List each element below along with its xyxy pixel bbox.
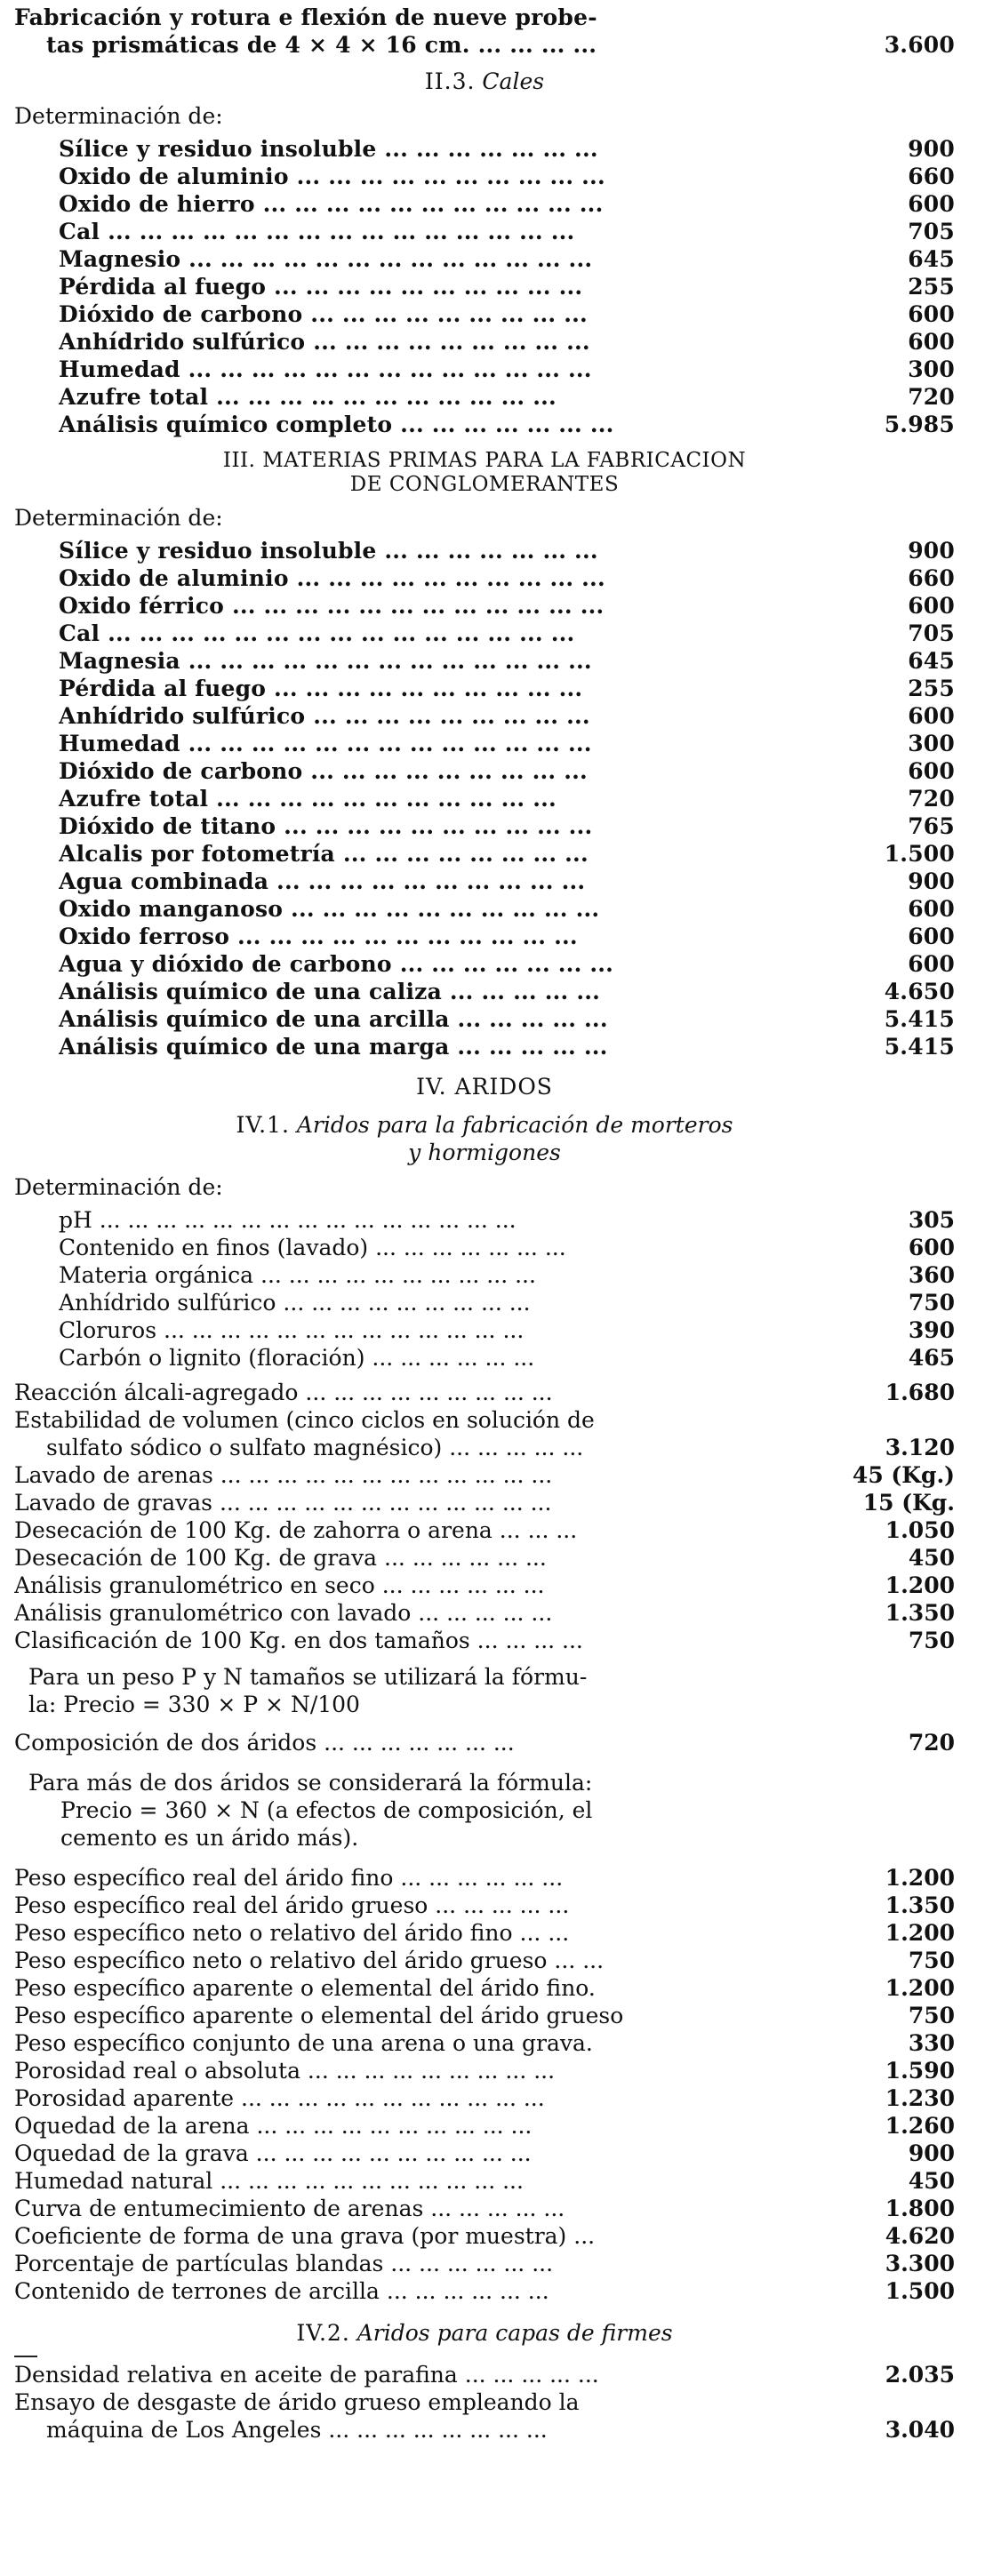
row-value: 5.985 [884,412,955,437]
table-row [59,1316,955,1344]
row-value: 45 (Kg.) [852,1462,955,1488]
row-value: 720 [908,786,955,812]
row-value: 1.230 [885,2085,955,2111]
row-value: 255 [908,676,955,701]
row-label: Oxido ferroso ... ... ... ... ... ... ... ... ... ... ... [59,924,578,949]
row-label: Agua combinada ... ... ... ... ... ... ... ... ... ... [59,868,586,894]
row-value: 5.415 [884,1006,955,1032]
paragraph-line: cemento es un árido más). [60,1825,359,1851]
determinacion-label: Determinación de: [14,1174,223,1200]
row-label: Cal ... ... ... ... ... ... ... ... ... ... ... ... ... ... ... [59,219,575,244]
table-row [14,2002,955,2029]
section-number: II.3. [424,68,476,94]
row-value: 330 [908,2030,955,2056]
paragraph-line: Para un peso P y N tamaños se utilizará la fórmu- [28,1664,588,1690]
row-label: Dióxido de carbono ... ... ... ... ... ... ... ... ... [59,758,588,784]
row-label: Materia orgánica ... ... ... ... ... ... ... ... ... ... [59,1262,536,1288]
table-row [59,1289,955,1316]
table-row [59,300,955,328]
row-value: 750 [908,1628,955,1653]
table-row [59,1005,955,1033]
row-label: Contenido de terrones de arcilla ... ... ... ... ... ... [14,2278,549,2304]
subsection-title-line2: y hormigones [408,1140,561,1165]
row-value: 750 [908,2003,955,2028]
row-value: 900 [908,136,955,162]
row-label: Desecación de 100 Kg. de zahorra o arena ... ... ... [14,1517,578,1543]
table-row [14,1461,955,1489]
table-row [14,1892,955,1919]
row-value: 1.800 [885,2196,955,2221]
row-value: 1.350 [885,1600,955,1626]
determinacion-label: Determinación de: [14,505,223,531]
table-row [59,383,955,411]
row-label: Contenido en finos (lavado) ... ... ... ... ... ... ... [59,1235,566,1260]
table-row [59,163,955,190]
table-row [14,1544,955,1572]
row-value: 600 [908,758,955,784]
desgaste-value: 3.040 [885,2417,955,2443]
row-label: Desecación de 100 Kg. de grava ... ... ... ... ... ... [14,1545,547,1571]
row-value: 4.620 [885,2223,955,2249]
row-value: 1.680 [885,1380,955,1405]
row-value: 4.650 [884,979,955,1004]
section-title: Cales [482,68,545,94]
row-label: Anhídrido sulfúrico ... ... ... ... ... ... ... ... ... [59,1290,531,1316]
row-value: 600 [908,951,955,977]
row-label: Cal ... ... ... ... ... ... ... ... ... ... ... ... ... ... ... [59,620,575,646]
row-value: 600 [908,896,955,922]
row-label: Dióxido de titano ... ... ... ... ... ... ... ... ... ... [59,813,593,839]
table-row [14,2029,955,2057]
desgaste-label-line1: Ensayo de desgaste de árido grueso empleando la [14,2389,580,2415]
table-row [59,785,955,812]
materias-list [14,537,955,1060]
row-label: Oxido manganoso ... ... ... ... ... ... ... ... ... ... [59,896,600,922]
row-label: Peso específico conjunto de una arena o una grava. [14,2030,593,2056]
section-heading-line2: DE CONGLOMERANTES [349,473,620,496]
row-label: Oxido de hierro ... ... ... ... ... ... ... ... ... ... ... [59,191,604,217]
row-label: Sílice y residuo insoluble ... ... ... ... ... ... ... [59,136,598,162]
table-row [14,2277,955,2305]
table-row [59,592,955,620]
table-row [59,647,955,675]
table-row [59,702,955,730]
table-row [14,2084,955,2112]
row-value: 660 [908,565,955,591]
table-row [59,537,955,564]
row-label: Azufre total ... ... ... ... ... ... ... ... ... ... ... [59,384,557,410]
row-label: Peso específico real del árido fino ... ... ... ... ... ... [14,1865,564,1891]
row-value: 1.350 [885,1892,955,1918]
row-label: Análisis químico de una arcilla ... ... ... ... ... [59,1006,608,1032]
row-label: Análisis granulométrico en seco ... ... ... ... ... ... [14,1572,545,1598]
table-row [59,1344,955,1372]
row-label: Pérdida al fuego ... ... ... ... ... ... ... ... ... ... [59,274,583,300]
row-label: Análisis químico completo ... ... ... ... ... ... ... [59,412,614,437]
subsection-number: IV.1. [236,1112,290,1138]
row-label: Curva de entumecimiento de arenas ... ... ... ... ... [14,2196,565,2221]
paragraph-line: Precio = 360 × N (a efectos de composición, el [60,1797,593,1823]
row-value: 255 [908,274,955,300]
table-row [14,1974,955,2002]
row-value: 600 [908,301,955,327]
row-label: Composición de dos áridos ... ... ... ... ... ... ... [14,1730,515,1756]
aridos-indented-list [14,1206,955,1372]
row-value: 600 [908,924,955,949]
row-label: Oxido de aluminio ... ... ... ... ... ... ... ... ... ... [59,565,605,591]
table-row [14,2250,955,2277]
row-value: 600 [908,1235,955,1260]
determinacion-label: Determinación de: [14,103,223,129]
table-row [59,1033,955,1060]
estabilidad-label-line1: Estabilidad de volumen (cinco ciclos en solución de [14,1407,595,1433]
table-row [14,2057,955,2084]
section-aridos-heading [14,1073,955,1100]
table-row [59,950,955,978]
row-value: 1.050 [885,1517,955,1543]
row-label: Reacción álcali-agregado ... ... ... ... ... ... ... ... ... [14,1380,553,1405]
row-label: Lavado de gravas ... ... ... ... ... ... ... ... ... ... ... ... [14,1490,552,1516]
table-row [14,2195,955,2222]
row-value: 1.200 [885,1920,955,1946]
composicion-row [14,1729,955,1756]
row-value: 900 [908,538,955,564]
row-value: 645 [908,648,955,674]
row-label: Análisis químico de una marga ... ... ... ... ... [59,1034,608,1060]
estabilidad-item [14,1406,955,1461]
subsection-title: Aridos para capas de firmes [356,2320,673,2346]
section-cales-heading [14,68,955,95]
row-label: Análisis químico de una caliza ... ... ... ... ... [59,979,601,1004]
row-label: Oxido de aluminio ... ... ... ... ... ... ... ... ... ... [59,164,605,189]
table-row [59,757,955,785]
top-item-value: 3.600 [884,32,955,58]
row-value: 645 [908,246,955,272]
row-label: Sílice y residuo insoluble ... ... ... ... ... ... ... [59,538,598,564]
row-value: 15 (Kg. [862,1490,955,1516]
row-label: Oquedad de la arena ... ... ... ... ... ... ... ... ... ... [14,2113,533,2139]
row-value: 750 [908,1948,955,1973]
top-item [14,4,955,59]
row-value: 300 [908,731,955,756]
table-row [59,1206,955,1234]
table-row [59,564,955,592]
table-row [59,895,955,923]
row-value: 305 [908,1207,955,1233]
table-row [14,2222,955,2250]
paragraph-line: la: Precio = 330 × P × N/100 [28,1692,360,1717]
table-row [14,2167,955,2195]
row-label: Peso específico neto o relativo del árido fino ... ... [14,1920,570,1946]
row-value: 1.200 [885,1572,955,1598]
aridos-list-b [14,1461,955,1654]
subsection-number: IV.2. [296,2320,350,2346]
table-row [59,273,955,300]
section-materias-heading [14,449,955,497]
formula-paragraph-2 [28,1769,955,1852]
formula-paragraph-1 [28,1663,955,1718]
row-value: 465 [908,1345,955,1371]
row-label: Clasificación de 100 Kg. en dos tamaños ... ... ... ... [14,1628,583,1653]
row-label: Peso específico aparente o elemental del árido fino. [14,1975,596,2001]
row-value: 900 [908,868,955,894]
row-value: 390 [908,1317,955,1343]
table-row [59,328,955,356]
row-value: 2.035 [885,2362,955,2388]
subsection-title-line1: Aridos para la fabricación de morteros [296,1112,733,1138]
row-value: 3.300 [885,2251,955,2276]
table-row [59,868,955,895]
table-row [14,2112,955,2140]
table-row [14,1379,955,1406]
row-label: Cloruros ... ... ... ... ... ... ... ... ... ... ... ... ... [59,1317,525,1343]
row-value: 450 [908,2168,955,2194]
table-row [59,620,955,647]
row-value: 600 [908,329,955,355]
row-label: Magnesio ... ... ... ... ... ... ... ... ... ... ... ... ... [59,246,593,272]
estabilidad-label-line2: sulfato sódico o sulfato magnésico) ... ... ... ... ... [46,1435,584,1460]
table-row [59,730,955,757]
table-row [59,245,955,273]
row-value: 705 [908,219,955,244]
row-label: Oquedad de la grava ... ... ... ... ... ... ... ... ... ... [14,2140,532,2166]
row-label: Azufre total ... ... ... ... ... ... ... ... ... ... ... [59,786,557,812]
row-label: Porosidad real o absoluta ... ... ... ... ... ... ... ... ... [14,2058,556,2084]
row-value: 450 [908,1545,955,1571]
row-label: Humedad ... ... ... ... ... ... ... ... ... ... ... ... ... [59,731,592,756]
table-row [14,2140,955,2167]
row-label: pH ... ... ... ... ... ... ... ... ... ... ... ... ... ... ... [59,1207,517,1233]
table-row [14,1572,955,1599]
table-row [59,218,955,245]
table-row [59,812,955,840]
top-item-label-line1: Fabricación y rotura e flexión de nueve probe- [14,4,597,30]
table-row [59,978,955,1005]
row-value: 900 [908,2140,955,2166]
row-value: 600 [908,593,955,619]
row-label: Peso específico neto o relativo del árido grueso ... ... [14,1948,605,1973]
row-label: Lavado de arenas ... ... ... ... ... ... ... ... ... ... ... ... [14,1462,553,1488]
row-label: Carbón o lignito (floración) ... ... ... ... ... ... [59,1345,535,1371]
cales-list [14,135,955,438]
row-value: 720 [908,1730,955,1756]
row-label: Alcalis por fotometría ... ... ... ... ... ... ... ... [59,841,589,867]
table-row [59,1234,955,1261]
subsection-iv1-heading [14,1111,955,1166]
row-value: 1.260 [885,2113,955,2139]
table-row [14,1599,955,1627]
row-value: 1.200 [885,1865,955,1891]
row-label: Pérdida al fuego ... ... ... ... ... ... ... ... ... ... [59,676,583,701]
row-value: 600 [908,703,955,729]
section-title: IV. ARIDOS [416,1074,553,1100]
row-label: Densidad relativa en aceite de parafina ... ... ... ... ... [14,2362,599,2388]
row-label: Magnesia ... ... ... ... ... ... ... ... ... ... ... ... ... [59,648,592,674]
table-row [14,1489,955,1516]
table-row [59,923,955,950]
row-label: Agua y dióxido de carbono ... ... ... ... ... ... ... [59,951,614,977]
subsection-iv2-heading [14,2319,955,2347]
table-row [59,356,955,383]
row-value: 750 [908,1290,955,1316]
row-value: 300 [908,356,955,382]
top-item-label-line2: tas prismáticas de 4 × 4 × 16 cm. ... ... ... ... [46,32,597,58]
table-row [14,1919,955,1947]
row-label: Análisis granulométrico con lavado ... ... ... ... ... [14,1600,553,1626]
row-label: Porosidad aparente ... ... ... ... ... ... ... ... ... ... ... [14,2085,545,2111]
row-value: 1.500 [885,2278,955,2304]
row-value: 720 [908,384,955,410]
row-value: 360 [908,1262,955,1288]
row-label: Humedad ... ... ... ... ... ... ... ... ... ... ... ... ... [59,356,592,382]
row-label: Oxido férrico ... ... ... ... ... ... ... ... ... ... ... ... [59,593,605,619]
row-label: Dióxido de carbono ... ... ... ... ... ... ... ... ... [59,301,588,327]
desgaste-label-line2: máquina de Los Angeles ... ... ... ... ... ... ... ... [46,2417,548,2443]
table-row [59,190,955,218]
row-value: 1.200 [885,1975,955,2001]
densidad-row [14,2361,955,2388]
margin-rule [14,2356,37,2357]
row-value: 1.590 [885,2058,955,2084]
row-value: 660 [908,164,955,189]
table-row [59,411,955,438]
row-label: Peso específico real del árido grueso ... ... ... ... ... [14,1892,570,1918]
row-label: Coeficiente de forma de una grava (por muestra) ... [14,2223,596,2249]
row-value: 705 [908,620,955,646]
table-row [14,1627,955,1654]
section-heading-line1: III. MATERIAS PRIMAS PARA LA FABRICACION [222,449,747,472]
paragraph-line: Para más de dos áridos se considerará la fórmula: [28,1770,593,1796]
row-label: Peso específico aparente o elemental del árido grueso [14,2003,624,2028]
row-label: Anhídrido sulfúrico ... ... ... ... ... ... ... ... ... [59,703,590,729]
table-row [14,1947,955,1974]
table-row [59,135,955,163]
row-label: Humedad natural ... ... ... ... ... ... ... ... ... ... ... [14,2168,524,2194]
row-label: Porcentaje de partículas blandas ... ... ... ... ... ... [14,2251,554,2276]
table-row [59,675,955,702]
row-label: Anhídrido sulfúrico ... ... ... ... ... ... ... ... ... [59,329,590,355]
aridos-list-c [14,1864,955,2305]
table-row [59,1261,955,1289]
row-value: 600 [908,191,955,217]
estabilidad-value: 3.120 [885,1435,955,1460]
row-value: 765 [908,813,955,839]
aridos-list-a [14,1379,955,1406]
table-row [59,840,955,868]
row-value: 1.500 [884,841,955,867]
desgaste-item [14,2388,955,2444]
row-value: 5.415 [884,1034,955,1060]
table-row [14,1864,955,1892]
table-row [14,1516,955,1544]
